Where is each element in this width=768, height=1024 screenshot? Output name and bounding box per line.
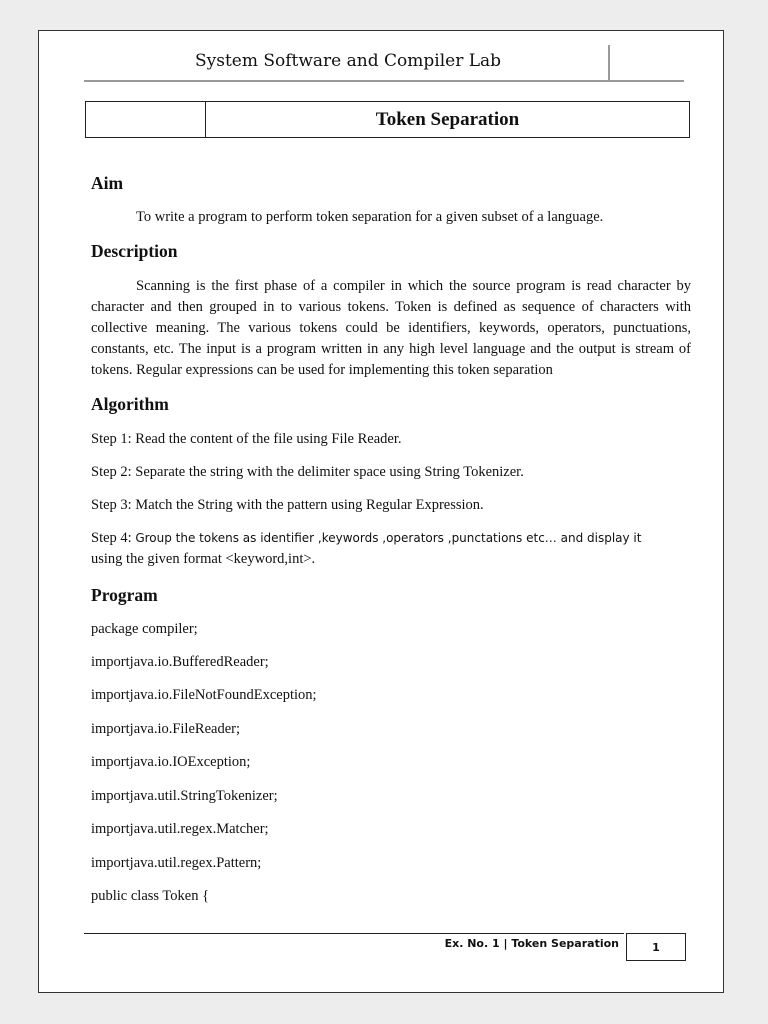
algorithm-step-4-text: Group the tokens as identifier ,keywords ,operators ,punctations etc… and display it: [135, 531, 642, 545]
algorithm-step-4: [91, 530, 641, 547]
program-line: importjava.io.IOException;: [91, 754, 251, 770]
algorithm-step-1: Step 1: Read the content of the file using File Reader.: [91, 431, 402, 447]
algorithm-step-4-continued: using the given format <keyword,int>.: [91, 551, 316, 567]
algorithm-step-2: Step 2: Separate the string with the delimiter space using String Tokenizer.: [91, 464, 524, 480]
description-heading: Description: [91, 241, 178, 261]
header-rule: [84, 80, 684, 82]
program-heading: Program: [91, 585, 158, 605]
header-divider: [608, 45, 610, 82]
footer-label: Ex. No. 1 | Token Separation: [444, 937, 619, 950]
description-text: Scanning is the first phase of a compiler in which the source program is read character by character and then grouped in to various tokens. Token is defined as sequence of characters with collective meaning. The various tokens could be identifiers, keywords, operators, punctuations, constants, etc. The input is a program written in any high level language and the output is stream of tokens. Regular expressions can be used for implementing this token separation: [91, 278, 691, 378]
program-line: importjava.io.FileNotFoundException;: [91, 687, 317, 703]
document-title: Token Separation: [375, 108, 520, 130]
program-line: package compiler;: [91, 621, 198, 637]
program-line: importjava.io.BufferedReader;: [91, 654, 269, 670]
program-line: importjava.util.regex.Pattern;: [91, 855, 262, 871]
title-box-left-cell: [86, 102, 206, 137]
program-line: importjava.util.regex.Matcher;: [91, 821, 269, 837]
algorithm-step-3: Step 3: Match the String with the pattern using Regular Expression.: [91, 497, 484, 513]
algorithm-heading: Algorithm: [91, 394, 169, 414]
page-number: 1: [626, 933, 686, 961]
program-line: importjava.io.FileReader;: [91, 721, 240, 737]
running-header: System Software and Compiler Lab: [194, 51, 502, 71]
program-line: public class Token {: [91, 888, 210, 904]
algorithm-step-4-prefix: Step 4:: [91, 530, 136, 546]
aim-heading: Aim: [91, 173, 124, 193]
aim-text: To write a program to perform token separation for a given subset of a language.: [136, 209, 604, 225]
program-line: importjava.util.StringTokenizer;: [91, 788, 278, 804]
footer-rule: [84, 933, 624, 934]
document-page: [38, 30, 724, 993]
title-box: [85, 101, 690, 138]
